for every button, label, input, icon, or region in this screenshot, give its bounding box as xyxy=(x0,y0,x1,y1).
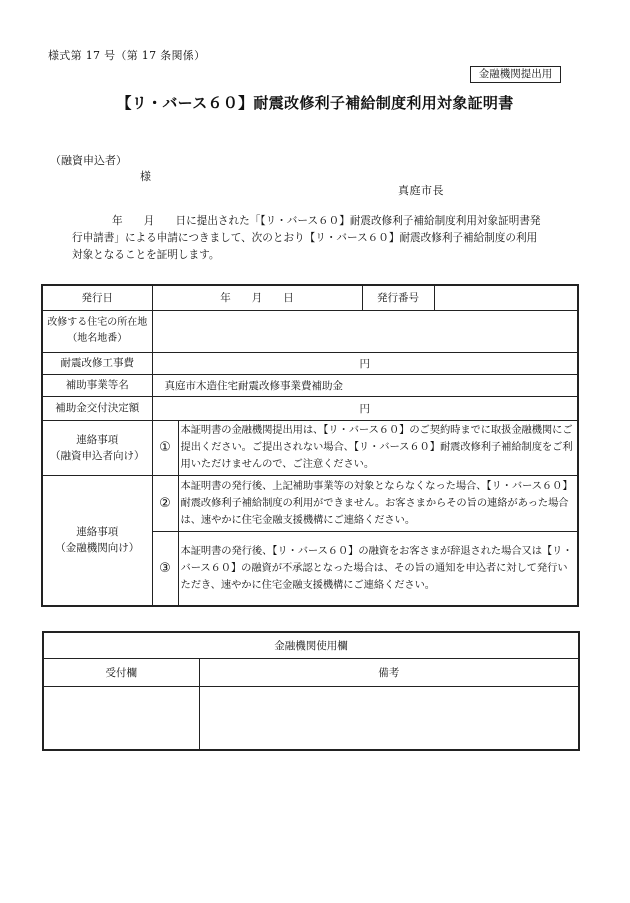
applicant-label: （融資申込者） xyxy=(50,154,127,167)
grant-amount-unit: 円 xyxy=(152,396,578,420)
issue-number-label: 発行番号 xyxy=(362,285,434,310)
contact-applicant-label-line-2: （融資申込者向け） xyxy=(50,449,145,462)
subsidy-name-row xyxy=(42,374,578,396)
cost-label: 耐震改修工事費 xyxy=(42,352,152,374)
cost-row xyxy=(42,352,578,374)
note-1-marker: ① xyxy=(152,420,178,475)
contact-bank-label-line-1: 連絡事項 xyxy=(76,526,119,539)
subsidy-name-label: 補助事業等名 xyxy=(42,374,152,396)
bank-blank-row xyxy=(43,686,579,750)
cost-unit: 円 xyxy=(152,352,578,374)
document-title: 【リ・バース６０】耐震改修利子補給制度利用対象証明書 xyxy=(116,94,514,112)
certificate-table xyxy=(41,284,579,607)
note-1-text: 本証明書の金融機関提出用は、【リ・バース６０】のご契約時までに取扱金融機関にご提出ください。ご提出されない場合、【リ・バース６０】耐震改修利子補給制度をご利用いただけませんので、ご注意ください。 xyxy=(178,420,578,475)
subsidy-name-value: 真庭市木造住宅耐震改修事業費補助金 xyxy=(152,374,578,396)
bank-use-title: 金融機関使用欄 xyxy=(43,632,579,658)
note-3-marker: ③ xyxy=(152,531,178,606)
remarks-field[interactable] xyxy=(199,686,579,750)
submit-badge: 金融機関提出用 xyxy=(470,66,561,83)
reception-label: 受付欄 xyxy=(43,658,199,686)
issue-date-value: 年 月 日 xyxy=(152,285,362,310)
issue-number-value xyxy=(434,285,578,310)
address-label-line-1: 改修する住宅の所在地 xyxy=(47,317,148,328)
remarks-label: 備考 xyxy=(199,658,579,686)
issuer-name: 真庭市長 xyxy=(398,184,444,197)
address-value xyxy=(152,310,578,352)
honorific: 様 xyxy=(140,170,151,183)
address-label-line-2: （地名地番） xyxy=(67,333,128,344)
contact-applicant-label xyxy=(42,420,152,475)
bank-header-row xyxy=(43,658,579,686)
intro-paragraph xyxy=(72,213,592,264)
contact-bank-label xyxy=(42,475,152,606)
contact-bank-label-line-2: （金融機関向け） xyxy=(55,542,140,555)
grant-amount-label: 補助金交付決定額 xyxy=(42,396,152,420)
intro-line-2: 行申請書」による申請につきまして、次のとおり【リ・バース６０】耐震改修利子補給制度の利用 xyxy=(72,232,538,244)
contact-bank-row-1 xyxy=(42,475,578,531)
form-number: 様式第 17 号（第 17 条関係） xyxy=(48,49,206,62)
intro-line-1: 年 月 日に提出された「【リ・バース６０】耐震改修利子補給制度利用対象証明書発 xyxy=(112,215,541,227)
address-label xyxy=(42,310,152,352)
address-row xyxy=(42,310,578,352)
note-3-text: 本証明書の発行後、【リ・バース６０】の融資をお客さまが辞退された場合又は【リ・バース６０】の融資が不承認となった場合は、その旨の通知を申込者に対して発行いただき、速やかに住宅金融支援機構にご連絡ください。 xyxy=(178,531,578,606)
bank-title-row xyxy=(43,632,579,658)
reception-field[interactable] xyxy=(43,686,199,750)
issue-date-row xyxy=(42,285,578,310)
contact-applicant-row xyxy=(42,420,578,475)
note-2-marker: ② xyxy=(152,475,178,531)
grant-amount-row xyxy=(42,396,578,420)
bank-use-table xyxy=(42,631,580,751)
note-2-text: 本証明書の発行後、上記補助事業等の対象とならなくなった場合、【リ・バース６０】耐震改修利子補給制度の利用ができません。お客さまからその旨の連絡があった場合は、速やかに住宅金融支援機構にご連絡ください。 xyxy=(178,475,578,531)
issue-date-label: 発行日 xyxy=(42,285,152,310)
contact-applicant-label-line-1: 連絡事項 xyxy=(76,433,119,446)
intro-line-3: 対象となることを証明します。 xyxy=(72,249,220,261)
